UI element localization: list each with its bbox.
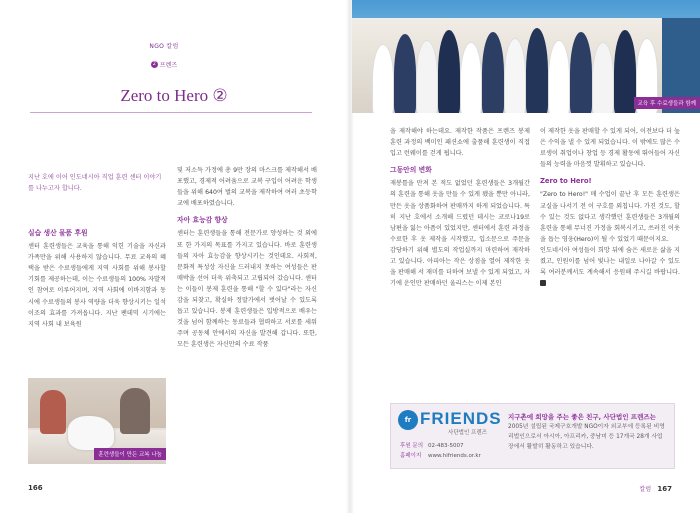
heading-products: 실습 생산 물품 후원	[28, 229, 88, 237]
article-title: Zero to Hero ②	[120, 86, 228, 105]
column-b-top: 및 저소득 가정에 총 9만 장의 마스크를 제작해서 배포했고, 경제적 어려움으로 교복 구입이 어려운 학생들을 위해 640여 벌의 교복을 제작하여 여러 초등학교에 배포하였습니다.	[177, 167, 317, 208]
photo-people-group	[372, 26, 662, 113]
footer-right	[640, 484, 672, 493]
heading-self-efficacy: 자아 효능감 향상	[177, 216, 228, 225]
friends-desc-body: 2005년 설립된 국제구호개발 NGO이자 외교부에 등록된 비영리법인으로서 아시아, 아프리카, 중남미 등 17개국 28개 사업장에서 활발히 활동하고 있습니다.	[508, 424, 665, 450]
photo-person	[120, 388, 150, 434]
friends-contact	[400, 441, 481, 461]
badge-top-label: NGO 칼럼	[149, 43, 179, 50]
photo-right-caption: 교육 후 수료생들과 함께	[634, 97, 700, 109]
contact-web-label: 홈페이지	[400, 453, 422, 459]
friends-description	[508, 412, 668, 452]
column-d	[540, 126, 680, 289]
column-a-body: 센터 훈련생들은 교육을 통해 익힌 기술을 자신과 가족만을 위해 사용하지 않습니다. 무료 교육의 혜택을 받은 수료생들에게 지역 사회를 위해 봉사할 기회를 제공하는데, 이는 수료생들의 100% 자발적인 참여로 이루어지며, 지역 사회에 이바지함과 동시에 수료생들의 봉사 역량을 더욱 향상시키는 일석이조의 효과를 가져옵니다. 지난 팬데믹 시기에는 지역 사회 내 보육원	[28, 243, 166, 328]
friends-logo-icon: fr	[398, 410, 418, 430]
column-b	[177, 165, 317, 351]
badge-number: 2	[152, 61, 156, 67]
photo-person	[40, 390, 66, 434]
column-c	[390, 126, 530, 289]
column-d-top: 이 제작한 옷을 판매할 수 있게 되어, 이전보다 더 높은 수익을 낼 수 있게 되었습니다. 이 밖에도 많은 수료생이 취업이나 창업 등 경제 활동에 뛰어들어 자신들의 능력을 마음껏 발휘하고 있습니다.	[540, 128, 680, 169]
contact-phone[interactable]: 02-483-5007	[428, 443, 464, 449]
column-d-body2: 인도네시아 여성들이 희망 뒤에 숨은 새로운 삶을 지켰고, 인원이를 넘어 빛나는 내일로 나아갈 수 있도록 여러분께서도 계속해서 응원해 주시길 바랍니다.	[540, 245, 680, 289]
page-number-left: 166	[28, 484, 43, 492]
title-divider	[30, 112, 312, 113]
photo-uniform-sharing	[28, 378, 166, 464]
friends-logo-subtitle: 사단법인 프렌즈	[448, 430, 487, 436]
heading-changes: 그동안의 변화	[390, 166, 432, 175]
footer-section-label: 칼럼	[639, 486, 652, 493]
badge-bottom-text: 프렌즈	[159, 62, 178, 69]
column-c-top: 을 제작해야 하는데요. 제작한 작품은 프렌즈 봉제 훈련 과정의 백미인 패션쇼에 출품해 훈련생이 직접 입고 런웨이를 걷게 됩니다.	[390, 128, 530, 158]
page-number-right: 167	[657, 485, 672, 493]
article-intro: 지난 호에 이어 인도네시아 직업 훈련 센터 이야기를 나누고자 합니다.	[28, 174, 162, 192]
friends-desc-title: 지구촌에 희망을 주는 좋은 친구, 사단법인 프렌즈는	[508, 413, 656, 421]
contact-phone-label: 후원 문의	[400, 443, 424, 449]
heading-zero-to-hero: Zero to Hero!	[540, 177, 592, 186]
section-badge	[143, 41, 185, 69]
photo-left-caption: 훈련생들이 만든 교복 나눔	[94, 448, 166, 460]
friends-logo: FRIENDS	[420, 409, 502, 428]
column-d-body1: "Zero to Hero!" 매 수업이 끝난 후 모든 훈련생은 교실을 나서기 전 이 구호를 외칩니다. 가진 것도, 할 수 있는 것도 없다고 생각했던 훈련생들은 3개월의 훈련을 통해 무너진 가정을 회복시키고, 쓰러진 이웃을 돕는 영웅(Hero)이 될 수 있었기 때문이지요.	[540, 191, 680, 243]
column-a	[28, 222, 166, 330]
column-b-body: 센터는 훈련생들을 통해 전문가로 양성하는 것 외에 또 한 가지의 목표를 가지고 있습니다. 바로 훈련생들의 자아 효능감을 향상시키는 것인데요. 사회적, 문화적 특성상 자신을 드러내지 못하는 여성들은 판매박을 선어 더욱 위축되고 고립되어 갔습니다. 센터는 이들이 봉제 훈련을 통해 "할 수 있다"라는 자신감을 되찾고, 확실하 정말가에서 벗어날 수 있도록 돕고 있습니다. 봉제 훈련생들은 입방적으로 배우는 것을 넘어 함께하는 동료들과 협력하고 서로를 세워 주며 공동체 안에서의 자신을 발견해 갑니다. 또한, 모든 훈련생은 자신만의 수료 작품	[177, 230, 317, 349]
photo-group	[352, 0, 700, 113]
column-c-body: 재봉틀을 만져 본 적도 없었던 훈련생들은 3개월간의 훈련을 통해 옷을 만들 수 있게 됐을 뿐만 아니라, 만든 옷을 상품화하여 판매까지 하게 되었습니다. 특히 지난 호에서 소개해 드렸던 데시는 코로나19로 남편을 잃는 아픔이 있었지만, 센터에서 훈련 과정을 수료한 후 옷 제작을 시작했고, 입소문으로 주문을 감당하기 위해 별도의 작업실까지 마련하여 재작하고 있습니다. 아피아는 작은 상점을 열어 제작한 옷을 판매해 서 재미를 더하여 보낼 수 있게 되었고, 자기에 운인만 판매하던 울리스는 이제 본인	[390, 180, 530, 288]
badge-bottom-label	[151, 60, 177, 69]
contact-web-link[interactable]: www.hifriends.or.kr	[428, 453, 481, 459]
photo-uniforms	[68, 416, 114, 450]
end-mark-icon	[540, 280, 546, 286]
